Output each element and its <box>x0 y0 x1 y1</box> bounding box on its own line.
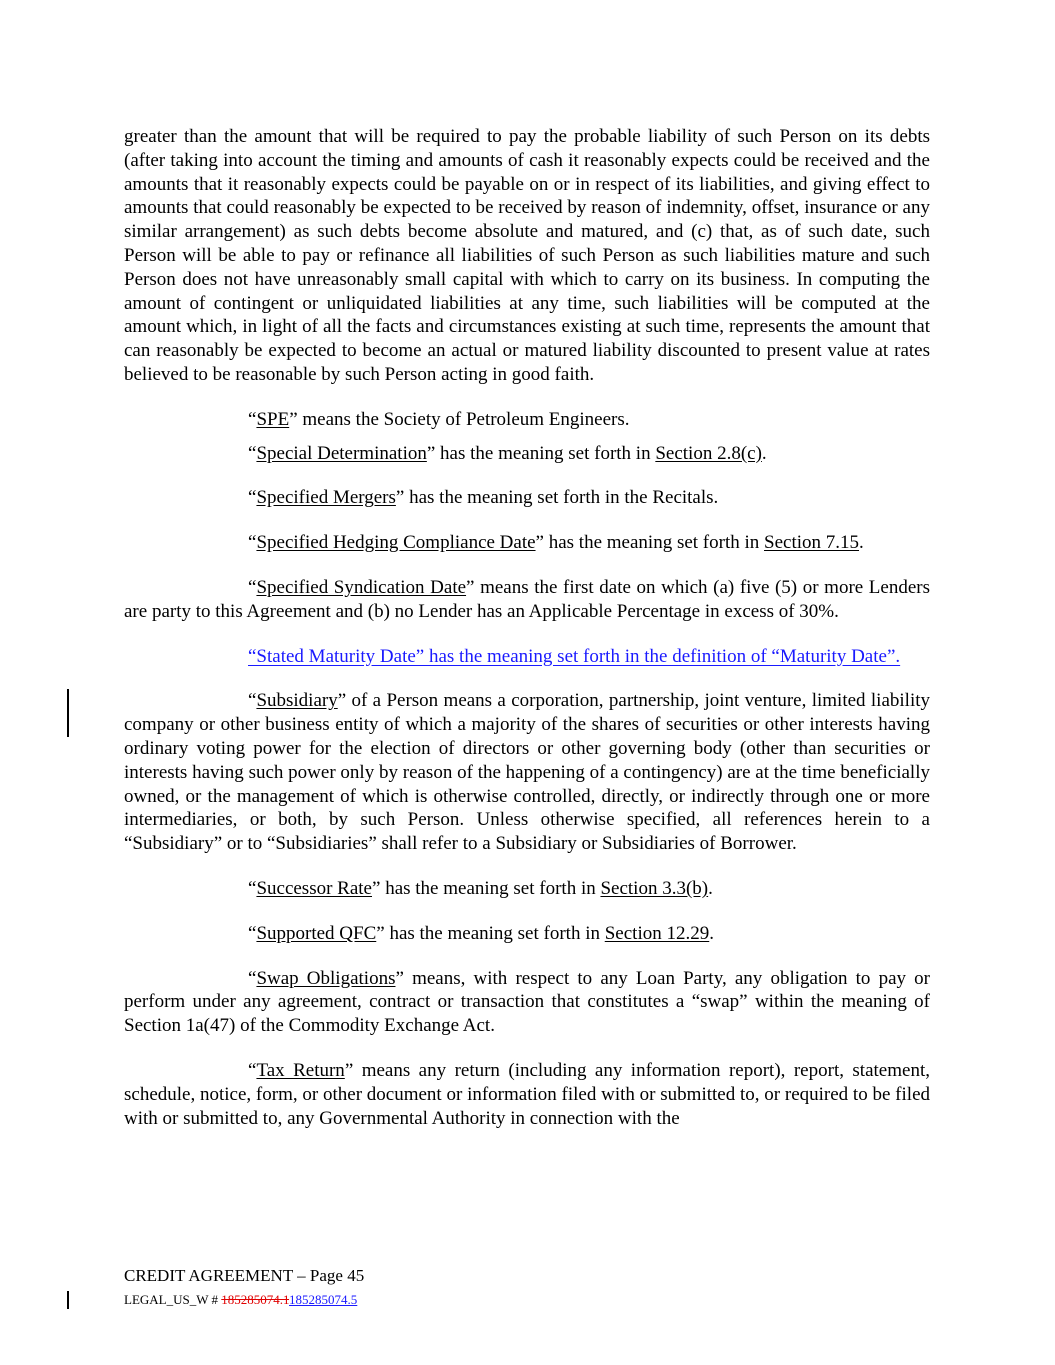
defined-term: Subsidiary <box>256 690 338 712</box>
definition-special-determination: “Special Determination” has the meaning set forth in Section 2.8(c). <box>248 442 767 464</box>
definition-specified-syndication-date: “Specified Syndication Date” means the first date on which (a) five (5) or more Lenders are party to this Agreement and (b) no Lender has an Applicable Percentage in excess of 30%. <box>124 576 931 622</box>
inserted-doc-number: 185285074.5 <box>289 1292 358 1307</box>
definition-stated-maturity-date-inserted: “Stated Maturity Date” has the meaning set forth in the definition of “Maturity Date”. <box>248 645 901 667</box>
definition-subsidiary: “Subsidiary” of a Person means a corporation, partnership, joint venture, limited liability company or other business entity of which a majority of the shares of securities or other interests having ordinary voting power for the election of directors or other governing body (other than securities or interests having such power only by reason of the happening of a contingency) are at the time beneficially owned, or the management of which is otherwise controlled, directly, or indirectly through one or more intermediaries, or both, by such Person. Unless otherwise specified, all references herein to a “Subsidiary” or to “Subsidiaries” shall refer to a Subsidiary or Subsidiaries of Borrower. <box>124 690 930 855</box>
definition-successor-rate: “Successor Rate” has the meaning set forth in Section 3.3(b). <box>248 877 713 899</box>
paragraph-solvency-continued: greater than the amount that will be required to pay the probable liability of such Person on its debts (after taking into account the timing and amounts of cash it reasonably expects could be received and the amounts that it reasonably expects could be payable on or in respect of its liabilities, and giving effect to amounts that could reasonably be expected to be received by reason of indemnity, offset, insurance or any similar arrangement) as such debts become absolute and matured, and (c) that, as of such date, such Person will be able to pay or refinance all liabilities of such Person as such liabilities mature and such Person does not have unreasonably small capital with which to carry on its business. In computing the amount of contingent or unliquidated liabilities at any time, such liabilities will be computed at the amount which, in light of all the facts and circumstances existing at such time, represents the amount that can reasonably be expected to become an actual or matured liability discounted to present value at rates believed to be reasonable by such Person acting in good faith. <box>124 126 930 385</box>
defined-term: Specified Hedging Compliance Date <box>256 532 536 554</box>
section-reference: Section 12.29 <box>604 922 710 944</box>
deleted-doc-number: 185285074.1 <box>221 1292 290 1307</box>
footer-title: CREDIT AGREEMENT – Page 45 <box>124 1266 365 1285</box>
change-bar <box>67 689 69 737</box>
definition-swap-obligations: “Swap Obligations” means, with respect to any Loan Party, any obligation to pay or perform under any agreement, contract or transaction that constitutes a “swap” within the meaning of Section 1a(47) of the Commodity Exchange Act. <box>124 967 930 1037</box>
defined-term: Special Determination <box>256 442 427 464</box>
defined-term: Supported QFC <box>256 922 377 944</box>
definition-specified-hedging-compliance-date: “Specified Hedging Compliance Date” has the meaning set forth in Section 7.15. <box>248 532 864 554</box>
defined-term: Successor Rate <box>256 877 372 899</box>
defined-term: Swap Obligations <box>256 967 396 989</box>
defined-term: Tax Return <box>256 1059 345 1081</box>
definition-tax-return: “Tax Return” means any return (including any information report), report, statement, schedule, notice, form, or other document or information filed with or submitted to, or required to be filed with or submitted to, any Governmental Authority in connection with the <box>124 1059 930 1129</box>
document-code: LEGAL_US_W # 185285074.1185285074.5 <box>124 1292 358 1307</box>
defined-term: Specified Mergers <box>256 487 396 509</box>
section-reference: Section 2.8(c) <box>655 442 762 464</box>
defined-term: SPE <box>256 408 290 430</box>
definition-spe: “SPE” means the Society of Petroleum Engineers. <box>248 408 630 430</box>
section-reference: Section 3.3(b) <box>600 877 709 899</box>
page-footer <box>124 1265 364 1310</box>
change-bar <box>67 1291 69 1309</box>
defined-term: Specified Syndication Date <box>256 576 467 598</box>
document-body <box>124 125 930 1151</box>
definition-specified-mergers: “Specified Mergers” has the meaning set forth in the Recitals. <box>248 487 719 509</box>
section-reference: Section 7.15 <box>764 532 860 554</box>
definition-supported-qfc: “Supported QFC” has the meaning set forth in Section 12.29. <box>248 922 714 944</box>
